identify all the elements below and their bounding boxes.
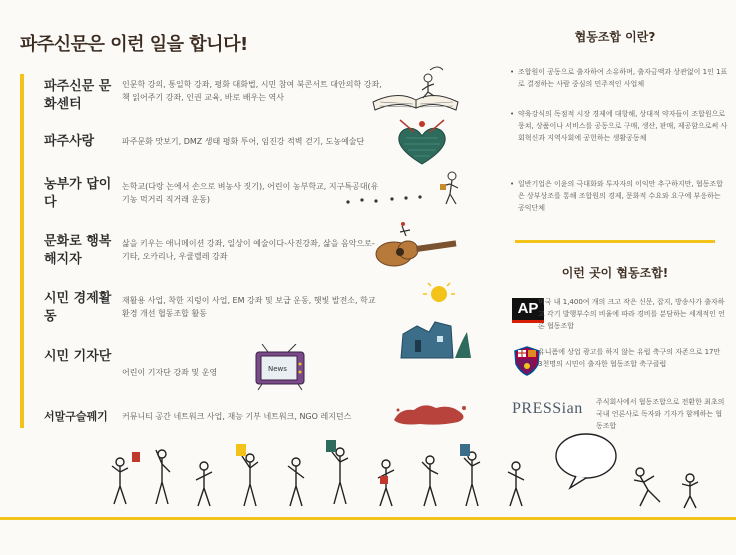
fc-barcelona-crest-icon	[514, 346, 540, 376]
bottom-accent-line	[0, 517, 736, 520]
farmer-sowing-illustration	[340, 170, 470, 215]
example-desc: 주식회사에서 협동조합으로 전환한 최초의 국내 언론사로 독자와 기자가 함께하는 협동조합	[596, 398, 725, 430]
coop-bullet: • 조합원이 공동으로 출자하여 소유하며, 출자금액과 상관없이 1인 1표로 결정하는 사람 중심의 민주적인 사업체	[510, 68, 728, 88]
guitar-illustration	[372, 222, 467, 272]
activity-title: 농부가 답이다	[44, 177, 112, 210]
example-item	[512, 296, 727, 336]
pressian-logo: PRESSian	[512, 400, 583, 417]
activity-desc: 삶을 키우는 애니메이션 강좌, 일상이 예술이다-사진강좌, 삶을 음악으로-기타, 오카리나, 우쿨렐레 강좌	[122, 239, 375, 261]
coop-heading: 협동조합 이란?	[574, 30, 656, 44]
activity-title: 문화로 행복해지자	[44, 234, 112, 267]
activity-desc: 재활용 사업, 착한 지렁이 사업, EM 강좌 및 보급 운동, 햇빛 발전소, 학교 환경 개선 협동조합 활동	[122, 296, 376, 318]
activity-title: 시민 경제활동	[44, 291, 112, 324]
activity-title: 파주신문 문화센터	[44, 79, 112, 112]
activity-desc: 인문학 강의, 통일학 강좌, 평화 대화법, 시민 참여 북콘서트 대안의학 강좌, 책 읽어주기 강좌, 인권 교육, 바로 배우는 역사	[122, 80, 382, 102]
tv-screen-text: News	[268, 365, 287, 373]
activity-desc: 커뮤니티 공간 네트워크 사업, 재능 기부 네트워크, NGO 레지던스	[122, 412, 352, 421]
activity-desc: 어린이 기자단 강좌 및 운영	[122, 368, 218, 377]
television-illustration	[248, 344, 320, 392]
open-book-reader-illustration	[368, 62, 463, 117]
coop-bullet-text: 약육강식의 독점적 시장 경제에 대항해, 상대적 약자들이 조합원으로 뭉쳐, 상품이나 서비스를 공동으로 구매, 생산, 판매, 제공함으로써 사회혁신과 지역사회에 공헌하는 생활공동체	[518, 110, 728, 142]
page-title: 파주신문은 이런 일을 합니다!	[20, 34, 248, 55]
marching-people-illustration	[100, 432, 710, 520]
coop-bullet: • 약육강식의 독점적 시장 경제에 대항해, 상대적 약자들이 조합원으로 뭉쳐, 상품이나 서비스를 공동으로 구매, 생산, 판매, 제공함으로써 사회혁신과 지역사회에 공헌하는 생활공동체	[510, 110, 728, 142]
coop-bullet: • 일반기업은 이윤의 극대화와 투자자의 이익만 추구하지만, 협동조합은 상부상조를 통해 조합원의 경제, 문화적 수요와 요구에 부응하는 공익단체	[510, 178, 728, 218]
examples-heading: 이런 곳이 협동조합!	[561, 266, 669, 280]
ap-logo: AP	[512, 298, 544, 320]
coop-bullet-text: 일반기업은 이윤의 극대화와 투자자의 이익만 추구하지만, 협동조합은 상부상조를 통해 조합원의 경제, 문화적 수요와 요구에 부응하는 공익단체	[518, 180, 723, 212]
example-desc: 미국 내 1,400여 개의 크고 작은 신문, 잡지, 방송사가 출자하고 각기 발행부수의 비율에 따라 경비를 분담하는 세계적인 언론 협동조합	[538, 298, 725, 330]
activity-desc: 논학교(다랑 논에서 손으로 벼농사 짓기), 어린이 농부학교, 지구특공대(유기농 먹거리 직거래 운동)	[122, 182, 379, 204]
activity-title: 파주사랑	[44, 134, 95, 149]
heart-knitting-illustration	[392, 118, 452, 168]
activity-title: 시민 기자단	[44, 349, 112, 364]
example-item	[512, 396, 727, 432]
example-desc: 유니폼에 상업 광고를 하지 않는 유럽 축구의 자존으로 17만 3천명의 시민이 출자한 협동조합 축구클럽	[538, 348, 721, 368]
section-divider	[515, 240, 715, 243]
example-item	[512, 346, 727, 382]
accent-bar	[20, 74, 24, 428]
activity-desc: 파주문화 맛보기, DMZ 생태 평화 투어, 임진강 적벽 걷기, 도농예술단	[122, 137, 365, 146]
activity-title: 서말구슬꿰기	[44, 410, 108, 423]
red-splash-illustration	[390, 398, 470, 428]
coop-bullet-text: 조합원이 공동으로 출자하여 소유하며, 출자금액과 상관없이 1인 1표로 결정하는 사람 중심의 민주적인 사업체	[518, 68, 728, 88]
